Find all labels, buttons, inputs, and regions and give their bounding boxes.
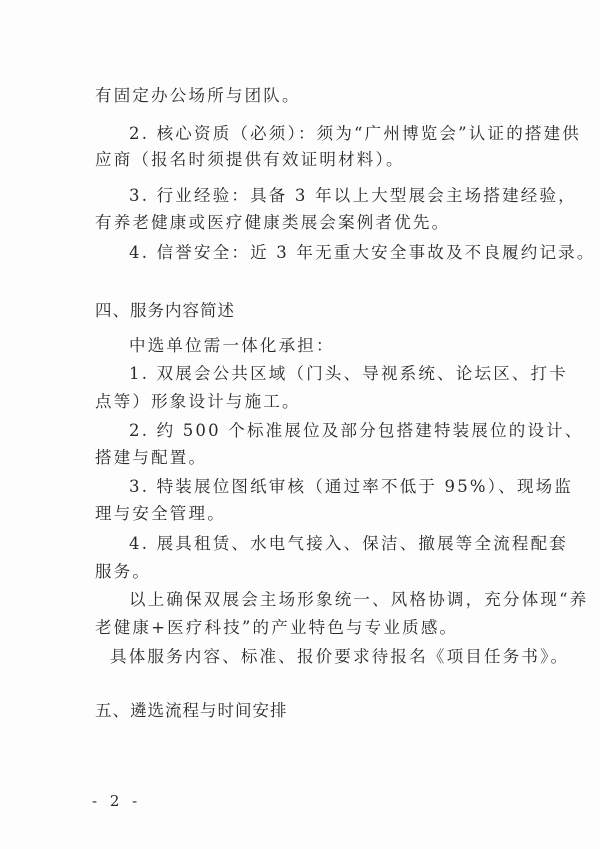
paragraph-line: 搭建与配置。 — [95, 448, 208, 467]
list-item-credit: 4. 信誉安全：近 3 年无重大安全事故及不良履约记录。 — [129, 243, 596, 262]
section-heading-4: 四、服务内容简述 — [95, 301, 235, 320]
paragraph-line: 老健康+医疗科技”的产业特色与专业质感。 — [95, 618, 459, 637]
paragraph-line: 应商（报名时须提供有效证明材料）。 — [95, 150, 405, 169]
paragraph-line: 中选单位需一体化承担： — [129, 336, 335, 355]
list-item-service-2: 2. 约 500 个标准展位及部分包搭建特装展位的设计、 — [129, 421, 584, 440]
list-item-qualification: 2. 核心资质（必须）：须为“广州博览会”认证的搭建供 — [129, 124, 582, 143]
list-item-experience: 3. 行业经验：具备 3 年以上大型展会主场搭建经验， — [129, 186, 577, 205]
paragraph-line: 有固定办公场所与团队。 — [95, 86, 301, 105]
paragraph-line: 点等）形象设计与施工。 — [95, 392, 301, 411]
paragraph-line: 理与安全管理。 — [95, 504, 226, 523]
section-heading-5: 五、遴选流程与时间安排 — [95, 701, 288, 720]
paragraph-line: 有养老健康或医疗健康类展会案例者优先。 — [95, 213, 451, 232]
paragraph-line: 具体服务内容、标准、报价要求待报名《项目任务书》。 — [110, 647, 570, 666]
list-item-service-3: 3. 特装展位图纸审核（通过率不低于 95%）、现场监 — [129, 477, 574, 496]
list-item-service-1: 1. 双展会公共区域（门头、导视系统、论坛区、打卡 — [129, 364, 568, 383]
list-item-service-4: 4. 展具租赁、水电气接入、保洁、撤展等全流程配套 — [129, 534, 568, 553]
paragraph-line: 以上确保双展会主场形象统一、风格协调，充分体现“养 — [129, 590, 589, 609]
page-number: - 2 - — [92, 792, 142, 810]
paragraph-line: 服务。 — [95, 562, 152, 581]
